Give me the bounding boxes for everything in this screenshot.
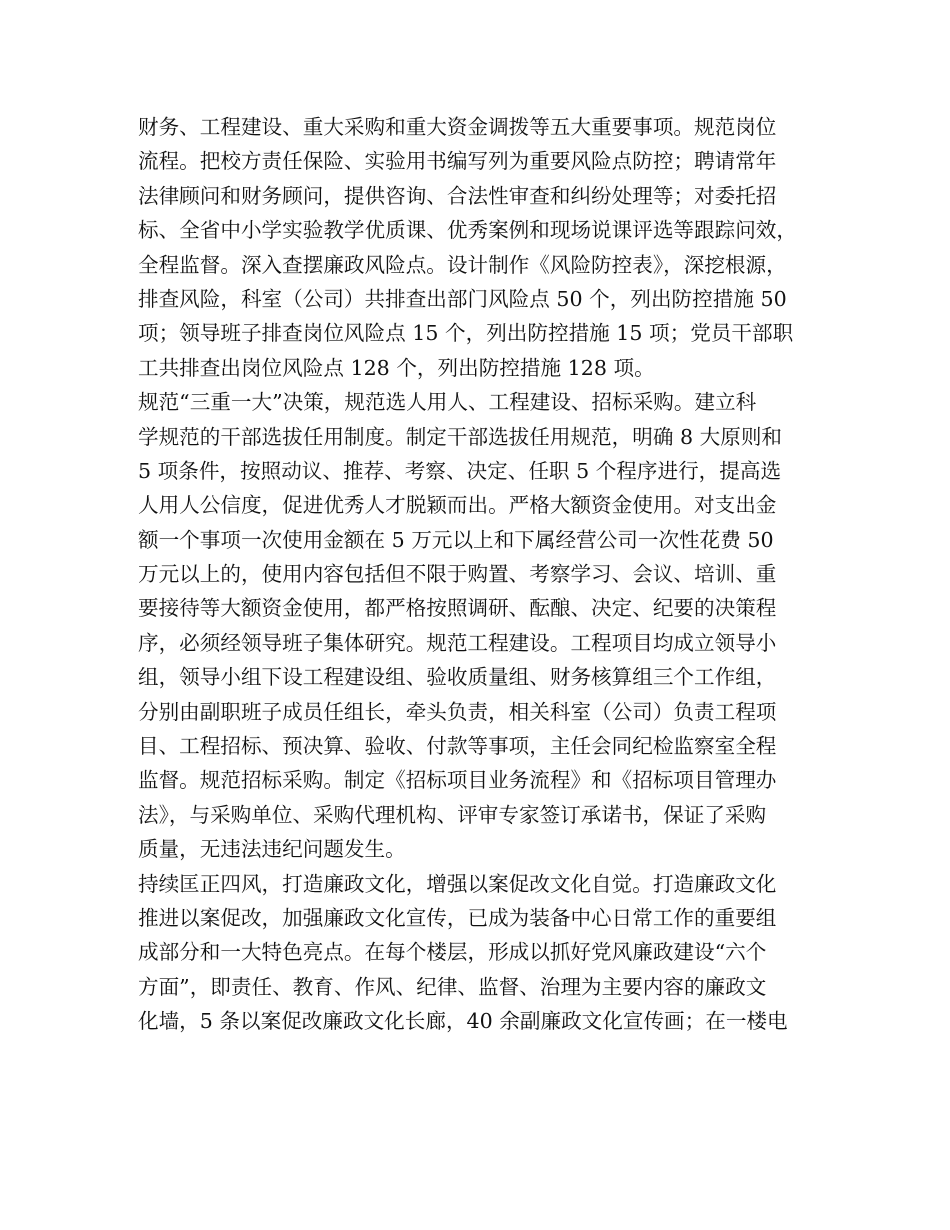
text-line: 额一个事项一次使用金额在 5 万元以上和下属经营公司一次性花费 50 <box>138 527 774 552</box>
text-line: 排查风险，科室（公司）共排查出部门风险点 50 个，列出防控措施 50 <box>138 286 787 311</box>
text-line: 监督。规范招标采购。制定《招标项目业务流程》和《招标项目管理办 <box>138 768 777 793</box>
text-line: 目、工程招标、预决算、验收、付款等事项，主任会同纪检监察室全程 <box>138 734 777 759</box>
text-line: 持续匡正四风，打造廉政文化，增强以案促改文化自觉。打造廉政文化 <box>138 871 777 896</box>
text-line: 学规范的干部选拔任用制度。制定干部选拔任用规范，明确 8 大原则和 <box>138 424 783 449</box>
text-line: 要接待等大额资金使用，都严格按照调研、酝酿、决定、纪要的决策程 <box>138 596 777 621</box>
text-line: 组，领导小组下设工程建设组、验收质量组、财务核算组三个工作组， <box>138 665 777 690</box>
text-line: 序，必须经领导班子集体研究。规范工程建设。工程项目均成立领导小 <box>138 630 777 655</box>
text-line: 分别由副职班子成员任组长，牵头负责，相关科室（公司）负责工程项 <box>138 699 777 724</box>
text-line: 质量，无违法违纪问题发生。 <box>138 837 406 862</box>
text-line: 万元以上的，使用内容包括但不限于购置、考察学习、会议、培训、重 <box>138 562 777 587</box>
text-line: 化墙，5 条以案促改廉政文化长廊，40 余副廉政文化宣传画；在一楼电 <box>138 1009 788 1034</box>
text-line: 法》，与采购单位、采购代理机构、评审专家签订承诺书，保证了采购 <box>138 802 767 827</box>
text-line: 规范“三重一大”决策，规范选人用人、工程建设、招标采购。建立科 <box>138 390 757 415</box>
text-line: 方面”，即责任、教育、作风、纪律、监督、治理为主要内容的廉政文 <box>138 974 767 999</box>
text-line: 标、全省中小学实验教学优质课、优秀案例和现场说课评选等跟踪问效， <box>138 218 797 243</box>
text-line: 全程监督。深入查摆廉政风险点。设计制作《风险防控表》，深挖根源， <box>138 252 787 277</box>
text-line: 法律顾问和财务顾问，提供咨询、合法性审查和纠纷处理等；对委托招 <box>138 183 777 208</box>
text-line: 流程。把校方责任保险、实验用书编写列为重要风险点防控；聘请常年 <box>138 149 777 174</box>
text-line: 5 项条件，按照动议、推荐、考察、决定、任职 5 个程序进行，提高选 <box>138 458 782 483</box>
text-line: 人用人公信度，促进优秀人才脱颖而出。严格大额资金使用。对支出金 <box>138 493 777 518</box>
text-line: 财务、工程建设、重大采购和重大资金调拨等五大重要事项。规范岗位 <box>138 115 777 139</box>
document-page <box>138 110 818 1039</box>
text-line: 推进以案促改，加强廉政文化宣传，已成为装备中心日常工作的重要组 <box>138 905 777 930</box>
text-line: 成部分和一大特色亮点。在每个楼层，形成以抓好党风廉政建设“六个 <box>138 940 767 965</box>
text-line: 工共排查出岗位风险点 128 个，列出防控措施 128 项。 <box>138 355 655 380</box>
text-line: 项；领导班子排查岗位风险点 15 个，列出防控措施 15 项；党员干部职 <box>138 321 794 346</box>
